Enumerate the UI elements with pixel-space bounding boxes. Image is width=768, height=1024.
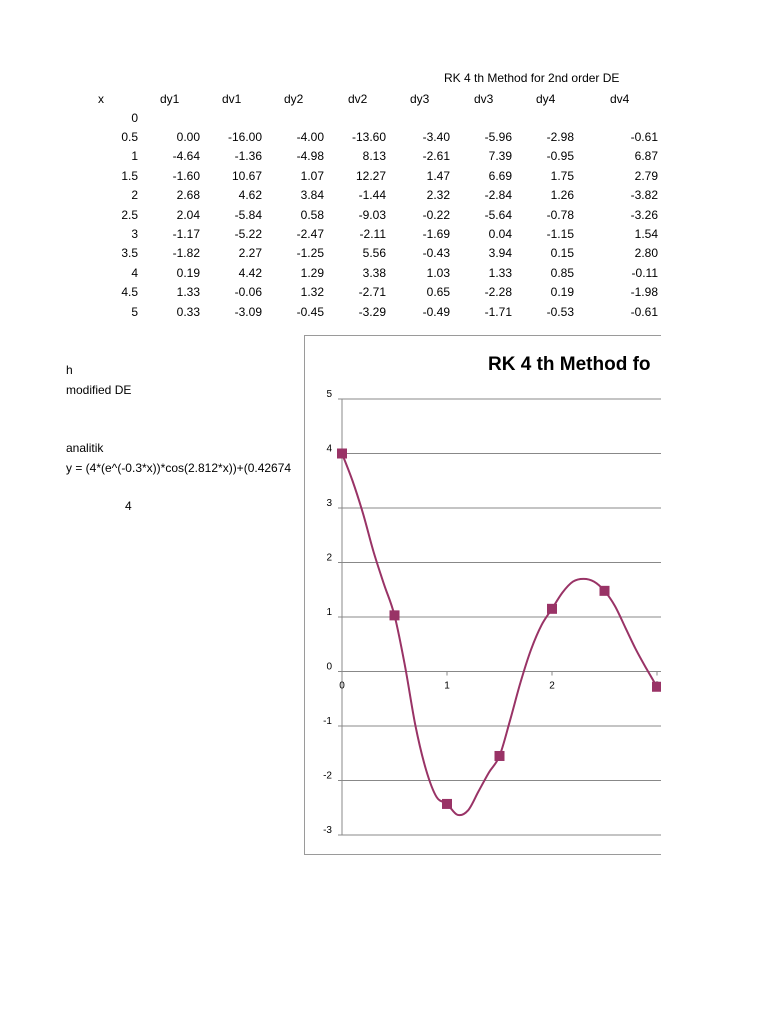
table-cell: 7.39 [488, 149, 512, 163]
table-cell: 1.29 [300, 266, 324, 280]
table-cell: 0.19 [550, 285, 574, 299]
table-cell: -2.47 [296, 227, 324, 241]
table-header-dy4: dy4 [536, 92, 556, 106]
table-cell: -4.98 [296, 149, 324, 163]
y-tick-label: -2 [323, 770, 332, 782]
table-cell: 2.80 [634, 246, 658, 260]
table-cell: -2.71 [358, 285, 386, 299]
table-cell: -4.00 [296, 130, 324, 144]
table-cell: -1.71 [484, 305, 512, 319]
table-cell: -3.82 [630, 188, 658, 202]
table-cell: 3.94 [488, 246, 512, 260]
table-cell: 12.27 [355, 169, 386, 183]
table-cell: 5 [131, 305, 138, 319]
y-tick-label: 5 [326, 389, 332, 400]
table-cell: -0.22 [422, 208, 450, 222]
table-cell: -5.64 [484, 208, 512, 222]
x-tick-label: 1 [444, 680, 450, 692]
table-cell-x0: 0 [131, 111, 138, 125]
table-cell: 10.67 [231, 169, 262, 183]
table-cell: -2.28 [484, 285, 512, 299]
table-header-dy2: dy2 [284, 92, 304, 106]
data-point-marker [495, 751, 505, 761]
table-cell: -1.15 [546, 227, 574, 241]
table-cell: -3.29 [358, 305, 386, 319]
table-header-dy1: dy1 [160, 92, 180, 106]
table-cell: -0.45 [296, 305, 324, 319]
table-cell: 0.58 [300, 208, 324, 222]
table-cell: 0.00 [176, 130, 200, 144]
h-label: h [66, 363, 73, 377]
table-cell: 1.07 [300, 169, 324, 183]
data-point-marker [442, 799, 452, 809]
modified-de-label: modified DE [66, 383, 132, 397]
data-point-marker [337, 449, 347, 459]
table-cell: -0.11 [631, 266, 658, 280]
table-cell: 1.32 [300, 285, 324, 299]
table-cell: 8.13 [362, 149, 386, 163]
table-cell: -0.43 [422, 246, 450, 260]
table-cell: 3.5 [121, 246, 138, 260]
table-cell: 0.04 [488, 227, 512, 241]
table-cell: 6.87 [634, 149, 658, 163]
table-header-dv1: dv1 [222, 92, 242, 106]
table-cell: -3.09 [234, 305, 262, 319]
table-cell: -2.84 [484, 188, 512, 202]
table-cell: -1.98 [630, 285, 658, 299]
y-tick-label: 2 [326, 552, 332, 564]
table-header-dv3: dv3 [474, 92, 494, 106]
table-cell: -1.69 [422, 227, 450, 241]
table-header-dv4: dv4 [610, 92, 630, 106]
table-cell: 0.33 [176, 305, 200, 319]
table-cell: -16.00 [227, 130, 262, 144]
table-cell: 1.47 [426, 169, 450, 183]
table-cell: 2.27 [238, 246, 262, 260]
page-clip [661, 0, 768, 1024]
y-tick-label: -3 [323, 825, 332, 836]
table-cell: -0.06 [234, 285, 262, 299]
table-cell: 4.42 [238, 266, 262, 280]
table-cell: 2.5 [121, 208, 138, 222]
table-header-dv2: dv2 [348, 92, 368, 106]
table-cell: -1.17 [172, 227, 200, 241]
table-cell: -0.78 [546, 208, 574, 222]
table-cell: 2.04 [176, 208, 200, 222]
table-cell: 4 [131, 266, 138, 280]
table-cell: -3.26 [630, 208, 658, 222]
x-tick-label: 2 [549, 680, 555, 692]
table-cell: -1.44 [358, 188, 386, 202]
table-cell: 0.85 [550, 266, 574, 280]
table-cell: 0.5 [121, 130, 138, 144]
chart-title: RK 4 th Method fo [488, 354, 651, 375]
table-header-x: x [98, 92, 104, 106]
table-cell: 1.33 [488, 266, 512, 280]
table-cell: 0.65 [426, 285, 450, 299]
analytic-formula: y = (4*(e^(-0.3*x))*cos(2.812*x))+(0.42674 [66, 461, 292, 475]
table-cell: 1.75 [550, 169, 574, 183]
table-cell: 1.03 [426, 266, 450, 280]
table-cell: 1 [131, 149, 138, 163]
table-cell: -5.96 [484, 130, 512, 144]
y-tick-label: 1 [326, 607, 332, 618]
data-point-marker [547, 604, 557, 614]
table-cell: 6.69 [488, 169, 512, 183]
table-cell: 5.56 [362, 246, 386, 260]
table-cell: -1.60 [172, 169, 200, 183]
table-cell: -5.22 [234, 227, 262, 241]
table-cell: -2.11 [359, 227, 386, 241]
table-cell: 2.68 [176, 188, 200, 202]
table-cell: 1.5 [121, 169, 138, 183]
table-cell: 1.26 [550, 188, 574, 202]
table-title: RK 4 th Method for 2nd order DE [444, 71, 620, 85]
y-tick-label: 4 [326, 443, 332, 455]
table-cell: -13.60 [351, 130, 386, 144]
table-cell: -1.36 [234, 149, 262, 163]
table-cell: 0.19 [176, 266, 200, 280]
table-cell: -0.49 [422, 305, 450, 319]
table-cell: 2.32 [426, 188, 450, 202]
table-cell: 4.62 [238, 188, 262, 202]
data-point-marker [600, 586, 610, 596]
table-cell: 1.33 [176, 285, 200, 299]
table-cell: -0.61 [630, 130, 658, 144]
table-cell: 0.15 [550, 246, 574, 260]
table-cell: 2.79 [634, 169, 658, 183]
table-cell: -3.40 [422, 130, 450, 144]
table-cell: 1.54 [634, 227, 658, 241]
table-cell: -9.03 [358, 208, 386, 222]
y-tick-label: 3 [326, 498, 332, 509]
y-tick-label: 0 [326, 661, 332, 673]
table-cell: 3 [131, 227, 138, 241]
table-cell: -4.64 [172, 149, 200, 163]
table-cell: 4.5 [121, 285, 138, 299]
table-cell: -2.98 [546, 130, 574, 144]
table-cell: -2.61 [422, 149, 450, 163]
table-cell: -1.25 [296, 246, 324, 260]
table-cell: -5.84 [234, 208, 262, 222]
table-header-dy3: dy3 [410, 92, 430, 106]
table-cell: 3.38 [362, 266, 386, 280]
value-cell: 4 [125, 499, 132, 513]
table-cell: -0.61 [630, 305, 658, 319]
x-tick-label: 0 [339, 680, 345, 692]
data-point-marker [390, 610, 400, 620]
table-cell: 2 [131, 188, 138, 202]
y-tick-label: -1 [323, 716, 332, 727]
analitik-label: analitik [66, 441, 104, 455]
chart-plot [304, 335, 684, 855]
table-cell: -1.82 [172, 246, 200, 260]
table-cell: 3.84 [300, 188, 324, 202]
table-cell: -0.53 [546, 305, 574, 319]
table-cell: -0.95 [546, 149, 574, 163]
